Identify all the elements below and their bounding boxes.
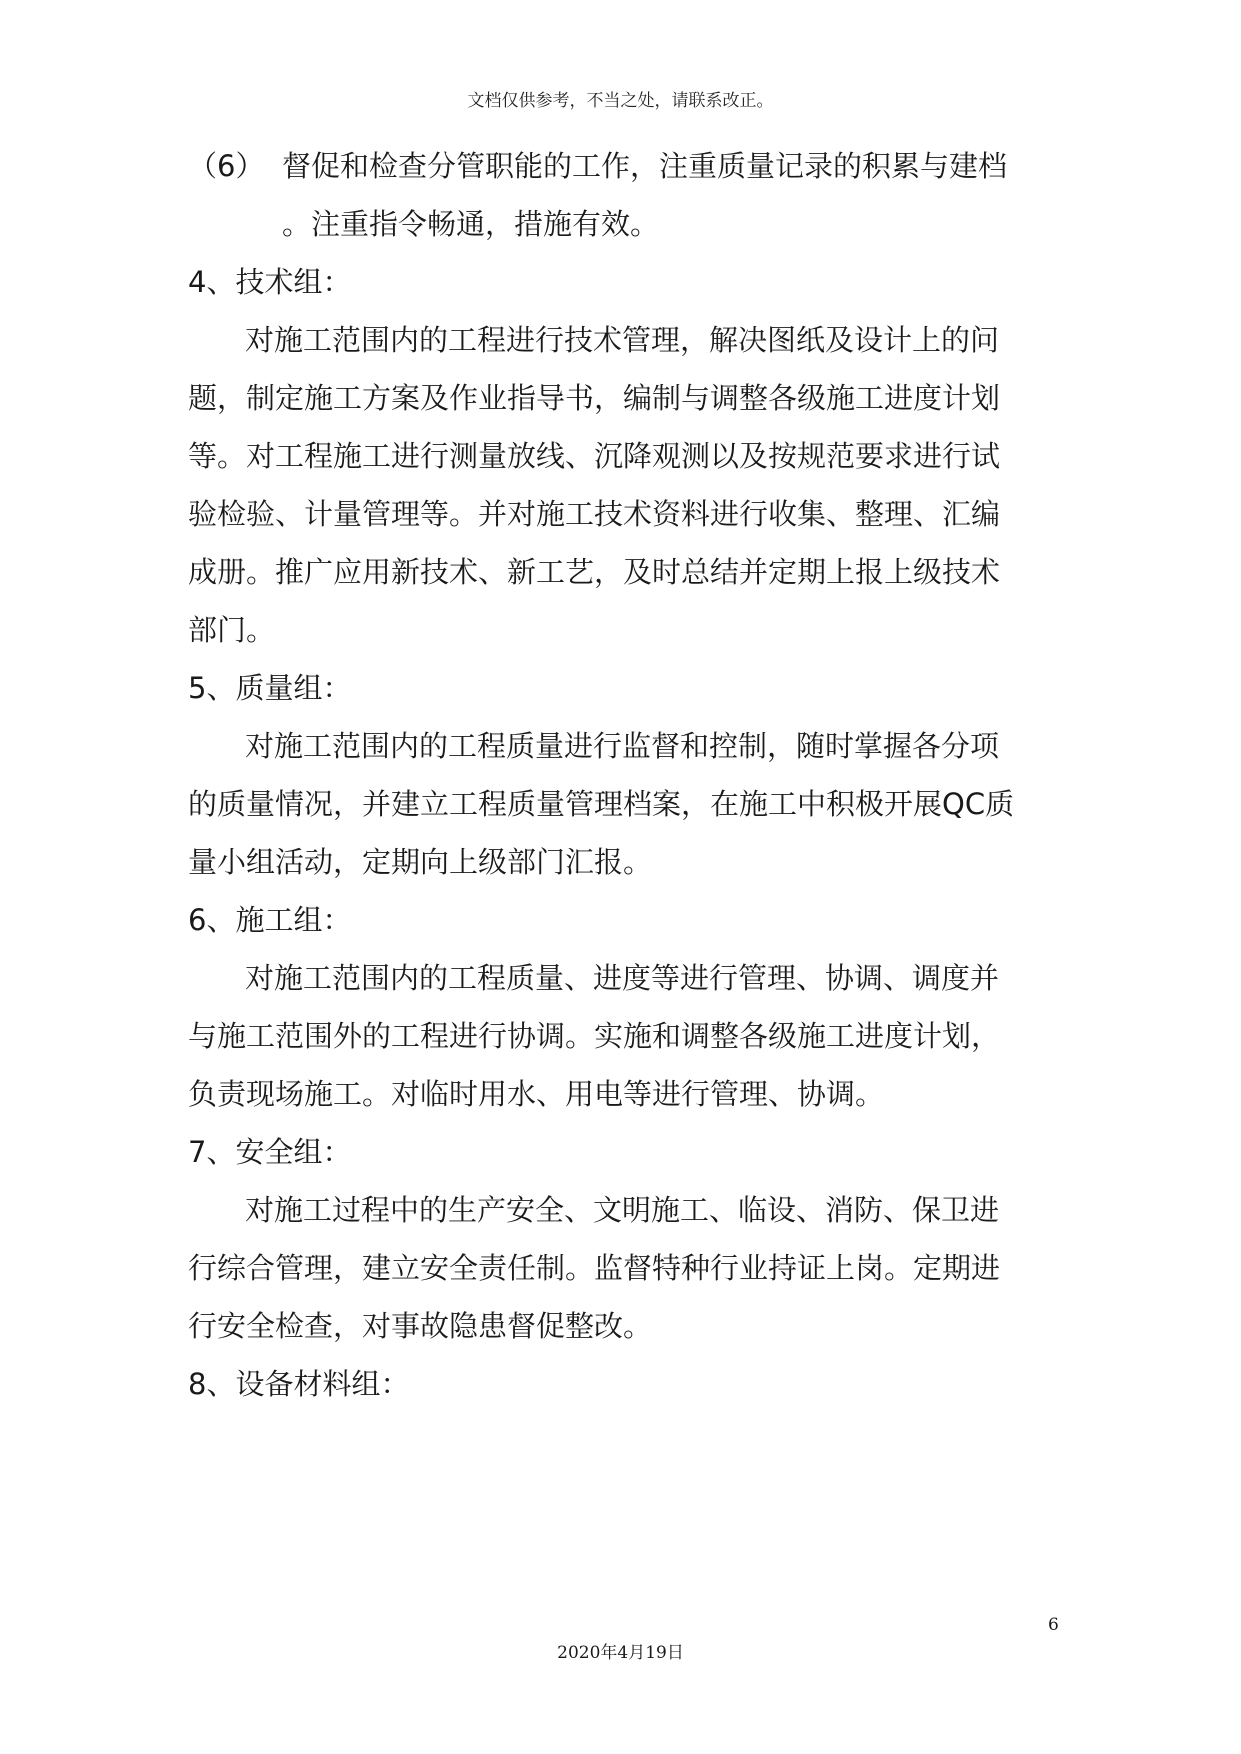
paragraph-line: 与施工范围外的工程进行协调。实施和调整各级施工进度计划， bbox=[188, 1019, 1001, 1053]
paragraph-line: 等。对工程施工进行测量放线、沉降观测以及按规范要求进行试 bbox=[188, 439, 1001, 473]
paragraph-line: 验检验、计量管理等。并对施工技术资料进行收集、整理、汇编 bbox=[188, 497, 1001, 531]
paragraph-line: 成册。推广应用新技术、新工艺，及时总结并定期上报上级技术 bbox=[188, 555, 1001, 589]
paragraph-line: 负责现场施工。对临时用水、用电等进行管理、协调。 bbox=[188, 1077, 885, 1111]
item-text-line: 。注重指令畅通，措施有效。 bbox=[282, 207, 660, 241]
paragraph-line: 对施工过程中的生产安全、文明施工、临设、消防、保卫进 bbox=[245, 1193, 1000, 1227]
paragraph-line: 对施工范围内的工程质量、进度等进行管理、协调、调度并 bbox=[245, 961, 1000, 995]
item-number: （6） bbox=[188, 149, 265, 183]
page-number: 6 bbox=[1048, 1615, 1059, 1635]
paragraph-line: 量小组活动，定期向上级部门汇报。 bbox=[188, 845, 653, 879]
item-text-line: 督促和检查分管职能的工作，注重质量记录的积累与建档 bbox=[282, 149, 1008, 183]
section-heading: 4、技术组： bbox=[188, 265, 352, 299]
section-heading: 8、设备材料组： bbox=[188, 1367, 410, 1401]
paragraph-line: 对施工范围内的工程进行技术管理，解决图纸及设计上的问 bbox=[245, 323, 1000, 357]
section-heading: 6、施工组： bbox=[188, 903, 352, 937]
paragraph-line: 行综合管理，建立安全责任制。监督特种行业持证上岗。定期进 bbox=[188, 1251, 1001, 1285]
paragraph-line: 对施工范围内的工程质量进行监督和控制，随时掌握各分项 bbox=[245, 729, 1000, 763]
page-header: 文档仅供参考，不当之处，请联系改正。 bbox=[467, 91, 774, 111]
paragraph-line: 题，制定施工方案及作业指导书，编制与调整各级施工进度计划 bbox=[188, 381, 1001, 415]
paragraph-line: 部门。 bbox=[188, 613, 276, 647]
paragraph-line: 的质量情况，并建立工程质量管理档案，在施工中积极开展QC质 bbox=[188, 787, 1015, 821]
section-heading: 7、安全组： bbox=[188, 1135, 352, 1169]
paragraph-line: 行安全检查，对事故隐患督促整改。 bbox=[188, 1309, 653, 1343]
footer-date: 2020年4月19日 bbox=[557, 1643, 684, 1663]
section-heading: 5、质量组： bbox=[188, 671, 352, 705]
